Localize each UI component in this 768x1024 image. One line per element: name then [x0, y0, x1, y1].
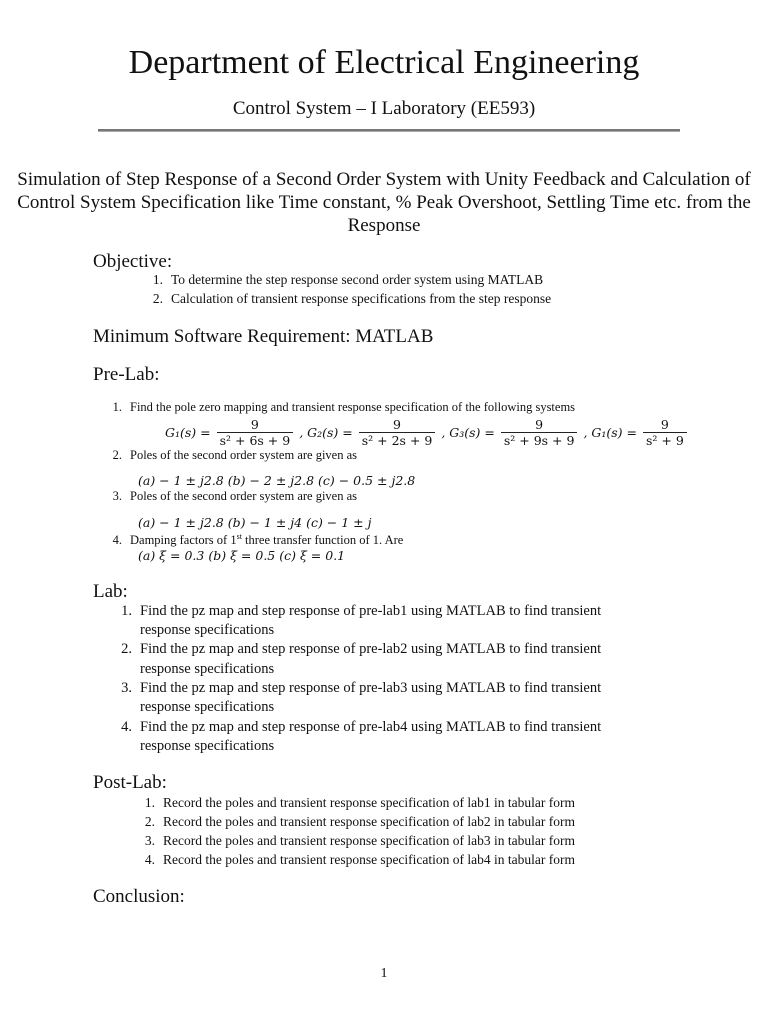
denominator: s² + 9s + 9 — [503, 433, 575, 448]
item-number: 1. — [152, 272, 163, 287]
denominator: s² + 6s + 9 — [219, 433, 291, 448]
objective-item-1 — [141, 272, 543, 288]
prelab-item-2-poles: (a) − 1 ± j2.8 (b) − 2 ± j2.8 (c) − 0.5 ± j2.8 — [138, 473, 416, 488]
conclusion-heading: Conclusion: — [93, 886, 185, 907]
postlab-item-1 — [133, 795, 575, 811]
experiment-title: Simulation of Step Response of a Second Order System with Unity Feedback and Calculation of Control System Specification like Time constant, % Peak Overshoot, Settling Time etc. from the Response — [17, 169, 751, 236]
postlab-item-text: Record the poles and transient response specification of lab3 in tabular form — [163, 833, 575, 848]
prelab-item-1 — [100, 400, 575, 415]
transfer-functions — [165, 417, 689, 448]
item-number: 2. — [152, 291, 163, 306]
item-number: 4. — [121, 719, 132, 735]
numerator: 9 — [359, 417, 436, 433]
item-number: 2. — [144, 814, 155, 829]
objective-heading: Objective: — [93, 251, 173, 272]
g4-fraction — [643, 417, 687, 448]
superscript: st — [236, 532, 242, 541]
g1-fraction — [217, 417, 294, 448]
denominator: s² + 9 — [645, 433, 684, 448]
lab-item-3-cont: response specifications — [140, 699, 275, 715]
prelab-item-4-damping: (a) ξ = 0.3 (b) ξ = 0.5 (c) ξ = 0.1 — [138, 548, 346, 563]
lab-item-text: Find the pz map and step response of pre-lab4 using MATLAB to find transient — [140, 719, 602, 735]
postlab-item-2 — [133, 814, 575, 830]
objective-item-text: To determine the step response second order system using MATLAB — [171, 272, 544, 287]
postlab-item-3 — [133, 833, 575, 849]
lab-item-1-cont: response specifications — [140, 622, 275, 638]
lab-item-text: Find the pz map and step response of pre-lab2 using MATLAB to find transient — [140, 641, 602, 657]
postlab-item-4 — [133, 852, 575, 868]
department-title: Department of Electrical Engineering — [128, 44, 640, 81]
postlab-item-text: Record the poles and transient response specification of lab1 in tabular form — [163, 795, 575, 810]
lab-heading: Lab: — [93, 581, 128, 602]
postlab-item-text: Record the poles and transient response specification of lab2 in tabular form — [163, 814, 575, 829]
postlab-item-text: Record the poles and transient response specification of lab4 in tabular form — [163, 852, 575, 867]
item-number: 2. — [121, 641, 132, 657]
item-number: 2. — [112, 448, 122, 462]
lab-item-text: Find the pz map and step response of pre-lab1 using MATLAB to find transient — [140, 603, 602, 619]
numerator: 9 — [501, 417, 578, 433]
g2-label: , G₂(s) = — [299, 425, 353, 440]
lab-item-2 — [110, 641, 601, 658]
lab-item-text: Find the pz map and step response of pre-lab3 using MATLAB to find transient — [140, 680, 602, 696]
prelab-item-3-poles: (a) − 1 ± j2.8 (b) − 1 ± j4 (c) − 1 ± j — [138, 515, 372, 530]
objective-item-text: Calculation of transient response specifications from the step response — [171, 291, 552, 306]
lab-item-3 — [110, 680, 601, 697]
item-number: 3. — [144, 833, 155, 848]
g2-fraction — [359, 417, 436, 448]
item-number: 1. — [112, 400, 122, 414]
lab-item-2-cont: response specifications — [140, 661, 275, 677]
header-rule — [98, 129, 680, 132]
lab-item-4-cont: response specifications — [140, 738, 275, 754]
item-number: 1. — [144, 795, 155, 810]
g3-fraction — [501, 417, 578, 448]
prelab-item-3 — [100, 489, 357, 504]
denominator: s² + 2s + 9 — [361, 433, 433, 448]
item-number: 4. — [144, 852, 155, 867]
prelab-item-text: Poles of the second order system are given as — [130, 489, 358, 503]
g3-label: , G₃(s) = — [441, 425, 495, 440]
page-number: 1 — [380, 966, 388, 981]
lab-item-1 — [110, 603, 601, 620]
prelab-item-text: Poles of the second order system are given as — [130, 448, 358, 462]
prelab-item-2 — [100, 448, 357, 463]
prelab-item-4 — [100, 532, 403, 548]
numerator: 9 — [217, 417, 294, 433]
item-number: 3. — [121, 680, 132, 696]
prelab-item-text: Find the pole zero mapping and transient response specification of the following systems — [130, 400, 576, 414]
prelab-item-text: Damping factors of 1 — [130, 533, 237, 548]
prelab-item-text-cont: three transfer function of 1. Are — [241, 533, 404, 548]
g1-label: G₁(s) = — [165, 425, 211, 440]
item-number: 3. — [112, 489, 122, 503]
postlab-heading: Post-Lab: — [93, 772, 167, 793]
numerator: 9 — [643, 417, 687, 433]
item-number: 4. — [112, 533, 122, 548]
g4-label: , G₁(s) = — [583, 425, 637, 440]
lab-title: Control System – I Laboratory (EE593) — [232, 98, 536, 119]
software-heading: Minimum Software Requirement: MATLAB — [93, 326, 434, 347]
objective-item-2 — [141, 291, 551, 307]
lab-item-4 — [110, 719, 601, 736]
prelab-heading: Pre-Lab: — [93, 364, 160, 385]
item-number: 1. — [121, 603, 132, 619]
